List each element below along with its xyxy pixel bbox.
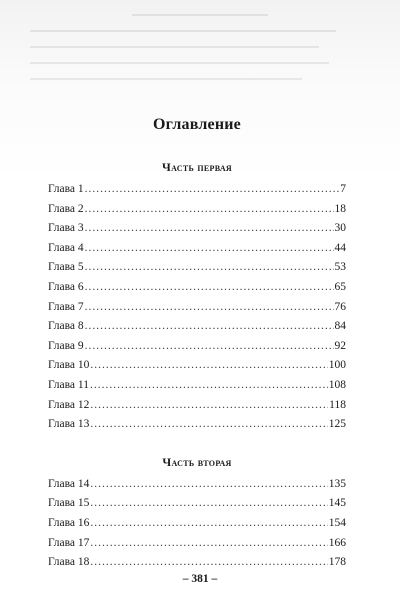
chapter-page-number: 84 <box>334 320 346 333</box>
chapter-page-number: 53 <box>334 261 346 274</box>
toc-entry <box>48 497 346 517</box>
toc-entry <box>48 379 346 399</box>
dot-leader <box>90 359 327 371</box>
chapter-page-number: 145 <box>328 497 346 510</box>
page-number: – 381 – <box>182 573 218 585</box>
chapter-label: Глава 5 <box>48 261 84 274</box>
chapter-page-number: 118 <box>329 398 346 411</box>
chapter-label: Глава 12 <box>48 398 90 411</box>
dot-leader <box>90 379 328 391</box>
toc-entry <box>48 399 346 419</box>
chapter-label: Глава 15 <box>48 497 90 510</box>
chapter-list <box>48 478 346 576</box>
dot-leader <box>85 320 334 332</box>
chapter-label: Глава 3 <box>48 222 84 235</box>
chapter-label: Глава 17 <box>48 536 90 549</box>
chapter-page-number: 18 <box>334 202 346 215</box>
chapter-page-number: 76 <box>334 300 346 313</box>
dot-leader <box>85 261 334 273</box>
toc-entry <box>48 517 346 537</box>
chapter-page-number: 7 <box>340 183 346 195</box>
dot-leader <box>85 281 334 293</box>
chapter-page-number: 178 <box>328 556 346 569</box>
toc-entry <box>48 301 346 321</box>
toc-entry <box>48 203 346 223</box>
chapter-page-number: 166 <box>328 536 346 549</box>
toc-entry <box>48 261 346 281</box>
part-title: Часть вторая <box>162 454 232 469</box>
dot-leader <box>85 242 334 254</box>
chapter-label: Глава 6 <box>48 280 84 293</box>
dot-leader <box>90 497 327 509</box>
chapter-page-number: 30 <box>334 222 346 235</box>
toc-title: Оглавление <box>153 116 241 133</box>
chapter-label: Глава 4 <box>48 241 84 254</box>
toc-entry <box>48 340 346 360</box>
toc-entry <box>48 418 346 438</box>
dot-leader <box>85 183 340 195</box>
dot-leader <box>90 478 327 490</box>
chapter-label: Глава 9 <box>48 339 84 352</box>
dot-leader <box>90 537 327 549</box>
toc-entry <box>48 242 346 262</box>
dot-leader <box>85 203 334 215</box>
dot-leader <box>85 222 334 234</box>
chapter-label: Глава 8 <box>48 320 84 333</box>
reverse-side-bleed-through <box>30 0 370 110</box>
chapter-label: Глава 10 <box>48 359 90 372</box>
chapter-page-number: 135 <box>328 477 346 490</box>
dot-leader <box>85 301 334 313</box>
chapter-label: Глава 13 <box>48 418 90 431</box>
chapter-label: Глава 7 <box>48 300 84 313</box>
chapter-page-number: 92 <box>334 339 346 352</box>
toc-entry <box>48 537 346 557</box>
chapter-label: Глава 18 <box>48 556 90 569</box>
chapter-page-number: 65 <box>334 280 346 293</box>
dot-leader <box>90 517 327 529</box>
chapter-list <box>48 183 346 438</box>
chapter-page-number: 108 <box>328 378 346 391</box>
dot-leader <box>90 399 328 411</box>
toc-entry <box>48 222 346 242</box>
dot-leader <box>90 418 327 430</box>
chapter-page-number: 154 <box>328 516 346 529</box>
toc-entry <box>48 478 346 498</box>
toc-entry <box>48 183 346 203</box>
toc-entry <box>48 320 346 340</box>
chapter-label: Глава 14 <box>48 477 90 490</box>
part-title: Часть первая <box>161 160 233 174</box>
chapter-page-number: 100 <box>328 359 346 372</box>
toc-part-1 <box>48 160 346 438</box>
dot-leader <box>90 556 327 568</box>
toc-entry <box>48 359 346 379</box>
chapter-label: Глава 11 <box>48 378 89 391</box>
dot-leader <box>85 340 334 352</box>
chapter-label: Глава 16 <box>48 516 90 529</box>
table-of-contents <box>48 116 346 576</box>
toc-entry <box>48 281 346 301</box>
chapter-page-number: 44 <box>334 241 346 254</box>
chapter-label: Глава 1 <box>48 183 84 195</box>
chapter-page-number: 125 <box>328 418 346 431</box>
chapter-label: Глава 2 <box>48 202 84 215</box>
toc-part-2 <box>48 455 346 576</box>
